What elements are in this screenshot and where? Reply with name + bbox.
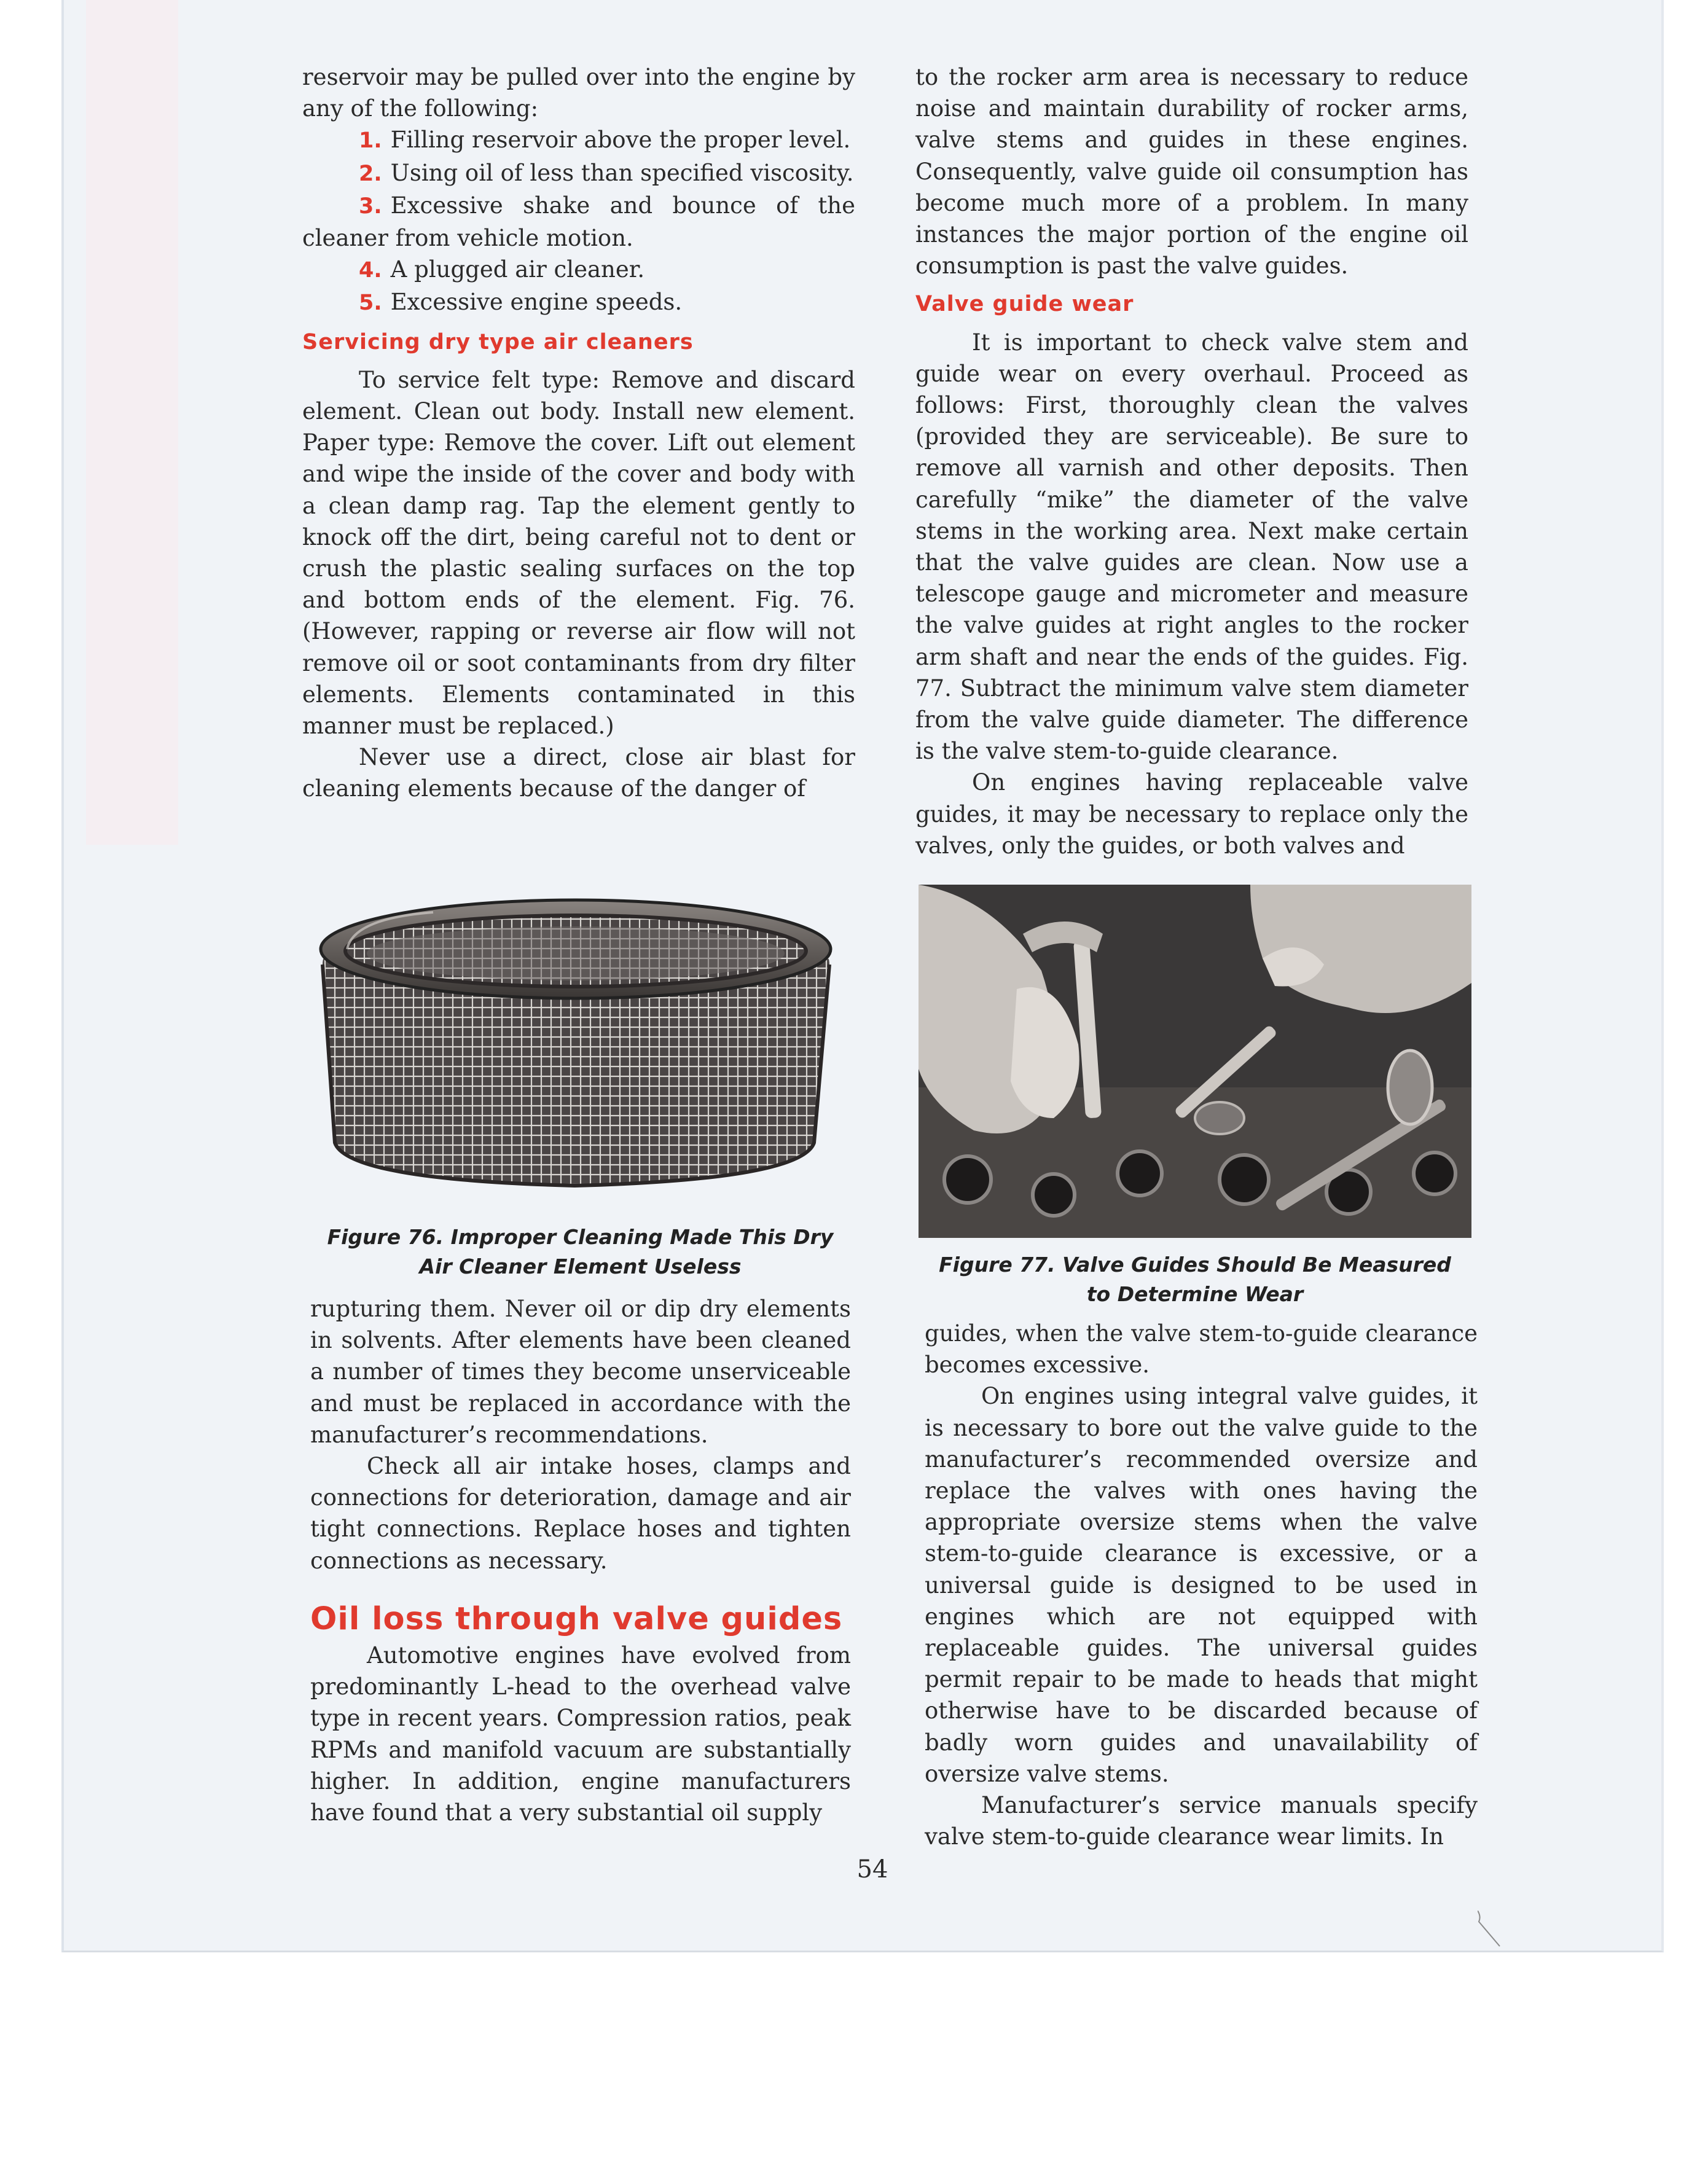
list-text: Excessive shake and bounce of the cleaner from vehicle motion. bbox=[302, 192, 855, 252]
section-heading-valve-guides: Oil loss through valve guides bbox=[310, 1600, 843, 1637]
valve-guide-measurement-photo bbox=[919, 885, 1471, 1238]
list-item bbox=[302, 286, 855, 319]
right-column-top bbox=[915, 61, 1468, 861]
paragraph: On engines using integral valve guides, it is necessary to bore out the valve guide to the manufacturer’s recommended oversize and replace the valves with ones having the appropriate oversize stems when the valve stem-to-guide clearance is excessive, or a universal guide is designed to be used in engines which are not equipped with replaceable guides. The universal guides permit repair to be made to heads that might otherwise have to be discarded because of badly worn guides and unavailability of oversize valve stems. bbox=[925, 1383, 1478, 1787]
right-column-bottom bbox=[925, 1318, 1478, 1852]
page-curl-mark bbox=[1478, 1911, 1502, 1947]
paragraph: Never use a direct, close air blast for cleaning elements because of the danger of bbox=[302, 744, 855, 802]
list-number: 1. bbox=[359, 128, 382, 154]
paragraph: Manufacturer’s service manuals specify valve stem-to-guide clearance wear limits. In bbox=[925, 1792, 1478, 1850]
paragraph: rupturing them. Never oil or dip dry elements in solvents. After elements have been cleaned a number of times they become unserviceable and must be replaced in accordance with the manufacturer’s recommendations. bbox=[310, 1296, 851, 1448]
left-column-top bbox=[302, 61, 855, 805]
list-text: Using oil of less than specified viscosity. bbox=[390, 159, 854, 186]
figure-77-measuring-photo bbox=[919, 885, 1471, 1238]
figure-76-caption bbox=[302, 1223, 858, 1282]
list-number: 4. bbox=[359, 258, 382, 283]
list-number: 3. bbox=[359, 194, 382, 219]
left-column-bottom bbox=[310, 1293, 851, 1828]
page-number: 54 bbox=[856, 1855, 888, 1884]
list-number: 2. bbox=[359, 161, 382, 186]
list-item bbox=[302, 157, 855, 190]
list-item bbox=[302, 190, 855, 254]
caption-line: Air Cleaner Element Useless bbox=[419, 1254, 742, 1278]
section-heading-valve-guide-wear: Valve guide wear bbox=[915, 292, 1134, 317]
paragraph: to the rocker arm area is necessary to reduce noise and maintain durability of rocker arms, valve stems and guides in these engines. Consequently, valve guide oil consumption has become much more of a problem. In many instances the major portion of the engine oil consumption is past the valve guides. bbox=[915, 64, 1468, 280]
paragraph: On engines having replaceable valve guides, it may be necessary to replace only the valves, only the guides, or both valves and bbox=[915, 769, 1468, 859]
list-text: Filling reservoir above the proper level. bbox=[390, 127, 851, 154]
list-item bbox=[302, 254, 855, 286]
list-number: 5. bbox=[359, 291, 382, 316]
page-edge-tint bbox=[86, 0, 178, 845]
figure-77-caption bbox=[915, 1250, 1475, 1309]
paragraph: To service felt type: Remove and discard element. Clean out body. Install new element. Paper type: Remove the cover. Lift out element and wipe the inside of the cover and body with a clean damp rag. Tap the element gently to knock off the dirt, being careful not to dent or crush the plastic sealing surfaces on the top and bottom ends of the element. Fig. 76. (However, rapping or reverse air flow will not remove oil or soot contaminants from dry filter elements. Elements contaminated in this manner must be replaced.) bbox=[302, 366, 855, 740]
figure-76-air-cleaner-image bbox=[310, 885, 842, 1192]
list-text: Excessive engine speeds. bbox=[390, 289, 683, 316]
section-heading-dry-cleaners: Servicing dry type air cleaners bbox=[302, 329, 694, 354]
paragraph: guides, when the valve stem-to-guide clearance becomes excessive. bbox=[925, 1320, 1478, 1379]
paragraph: Automotive engines have evolved from predominantly L-head to the overhead valve type in recent years. Compression ratios, peak RPMs and manifold vacuum are substantially higher. In addition, engine manufacturers have found that a very substantial oil supply bbox=[310, 1642, 851, 1826]
air-cleaner-element-illustration bbox=[310, 885, 842, 1192]
caption-line: Figure 77. Valve Guides Should Be Measured bbox=[939, 1253, 1451, 1277]
list-item bbox=[302, 124, 855, 157]
caption-line: Figure 76. Improper Cleaning Made This Dry bbox=[327, 1225, 834, 1249]
left-intro: reservoir may be pulled over into the engine by any of the following: bbox=[302, 64, 855, 122]
list-text: A plugged air cleaner. bbox=[390, 256, 645, 283]
caption-line: to Determine Wear bbox=[1086, 1282, 1304, 1306]
paragraph: It is important to check valve stem and guide wear on every overhaul. Proceed as follows: First, thoroughly clean the valves (provided they are serviceable). Be sure to remove all varnish and other deposits. Then carefully “mike” the diameter of the valve stems in the working area. Next make certain that the valve guides are clean. Now use a telescope gauge and micrometer and measure the valve guides at right angles to the rocker arm shaft and near the ends of the guides. Fig. 77. Subtract the minimum valve stem diameter from the valve guide diameter. The difference is the valve stem-to-guide clearance. bbox=[915, 329, 1468, 765]
paragraph: Check all air intake hoses, clamps and connections for deterioration, damage and air tight connections. Replace hoses and tighten connections as necessary. bbox=[310, 1453, 851, 1574]
